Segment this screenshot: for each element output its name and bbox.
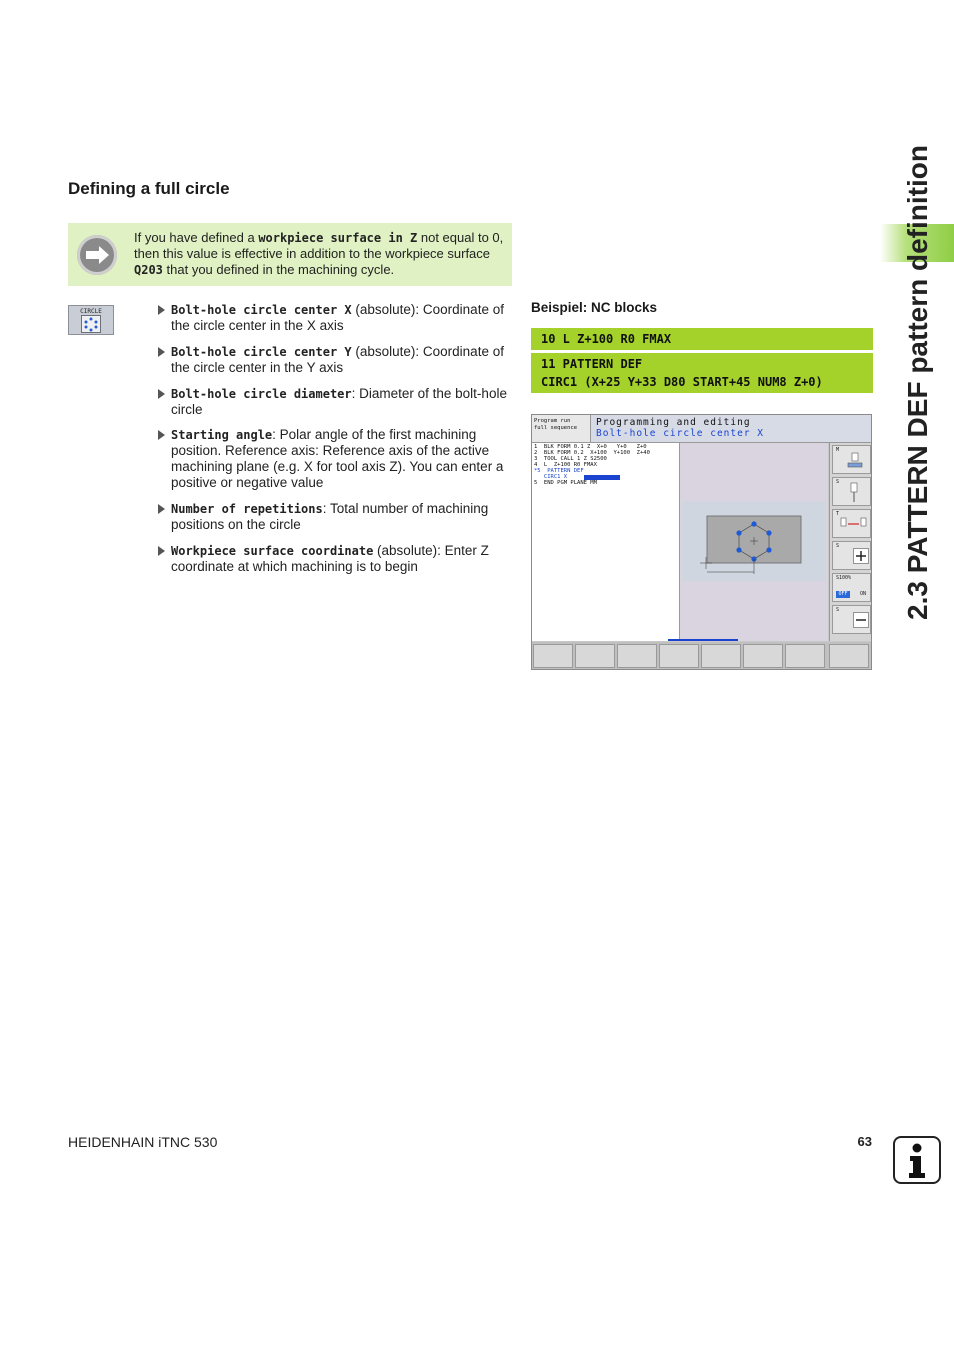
control-screenshot [531,414,872,670]
softkey-column [829,443,872,641]
param-text: : Total number of machining positions on the circle [171,501,489,532]
nc-block [531,328,873,350]
param-keyword: Bolt-hole circle center X [171,303,352,317]
param-item [158,302,512,334]
screen-header [591,415,872,443]
param-item [158,501,512,533]
program-line: 1 BLK FORM 0.1 Z X+0 Y+0 Z+0 [534,444,647,450]
param-keyword: Number of repetitions [171,502,323,516]
param-text: (absolute): Coordinate of the circle center in the X axis [171,302,504,333]
note-keyword-1: workpiece surface in Z [258,231,418,245]
page-number: 63 [857,1134,872,1149]
softkey-s-minus[interactable] [832,605,871,634]
param-item [158,427,512,491]
off-indicator: OFF [836,591,850,598]
softkey-label: CIRCLE [80,308,102,315]
param-item [158,386,512,418]
program-line: 2 BLK FORM 0.2 X+100 Y+100 Z+40 [534,450,650,456]
param-item [158,543,512,575]
bottom-softkey[interactable] [829,644,869,668]
note-part2: not equal to 0, then this value is effective in addition to the workpiece surface [134,230,504,261]
bottom-softkey[interactable] [617,644,657,668]
softkey-label: S [836,479,840,485]
mode-line: Program run [534,418,571,424]
note-part3: that you defined in the machining cycle. [162,262,395,277]
screen-title: Programming and editing [596,417,751,428]
arrow-right-icon [77,235,117,275]
param-item [158,344,512,376]
circle-softkey [68,305,114,335]
mode-box [532,415,591,443]
program-panel [532,443,680,641]
plus-icon [853,548,869,564]
param-keyword: Bolt-hole circle diameter [171,387,352,401]
softkey-override[interactable] [832,573,871,602]
info-icon [893,1136,941,1184]
param-keyword: Bolt-hole circle center Y [171,345,352,359]
mode-line: full sequence [534,425,578,431]
tool-change-icon [839,516,869,534]
softkey-label: S100% [836,575,852,581]
softkey-t[interactable] [832,509,871,538]
tab-indicator [668,639,738,641]
footer-product: HEIDENHAIN iTNC 530 [68,1134,218,1150]
softkey-label: S [836,607,840,613]
circle-pattern-icon [81,315,101,333]
program-line: *5 PATTERN DEF [534,468,584,474]
note-keyword-2: Q203 [134,263,163,277]
softkey-s-plus[interactable] [832,541,871,570]
softkey-s[interactable] [832,477,871,506]
param-text: : Polar angle of the first machining position. Reference axis: Reference axis of the active machining plane (e.g. X for tool axis Z). You can enter a positive or negative value [171,427,504,490]
machine-icon [845,451,865,471]
program-line: 5 END PGM PLANE MM [534,480,597,486]
softkey-row [532,642,872,670]
param-keyword: Starting angle [171,428,273,442]
nc-block [531,353,873,393]
param-keyword: Workpiece surface coordinate [171,544,374,558]
note-text [134,230,506,278]
graphic-panel [680,443,828,641]
softkey-m[interactable] [832,445,871,474]
screen-subtitle: Bolt-hole circle center X [596,428,764,439]
example-heading: Beispiel: NC blocks [531,300,658,315]
nc-line: 10 L Z+100 R0 FMAX [541,332,672,346]
nc-line: CIRC1 (X+25 Y+33 D80 START+45 NUM8 Z+0) [541,375,823,389]
bottom-softkey[interactable] [575,644,615,668]
bolt-hole-circle-icon [682,501,826,581]
chapter-title: 2.3 PATTERN DEF pattern definition [902,145,933,620]
softkey-label: M [836,447,840,453]
nc-line: 11 PATTERN DEF [541,357,643,371]
section-heading: Defining a full circle [68,179,230,198]
softkey-label: S [836,543,840,549]
help-graphic [682,501,826,581]
spindle-icon [847,482,861,504]
on-indicator: ON [859,591,867,597]
bottom-softkey[interactable] [659,644,699,668]
program-line: 3 TOOL CALL 1 Z S2500 [534,456,607,462]
param-text: : Diameter of the bolt-hole circle [171,386,507,417]
bottom-softkey[interactable] [533,644,573,668]
note-part1: If you have defined a [134,230,259,245]
softkey-label: T [836,511,840,517]
note-box [68,223,512,286]
program-line: CIRC1 X [534,474,568,480]
bottom-softkey[interactable] [701,644,741,668]
bottom-softkey[interactable] [785,644,825,668]
param-text: (absolute): Coordinate of the circle center in the Y axis [171,344,504,375]
program-line: 4 L Z+100 R0 FMAX [534,462,597,468]
bottom-softkey[interactable] [743,644,783,668]
param-text: (absolute): Enter Z coordinate at which machining is to begin [171,543,489,574]
minus-icon [853,612,869,628]
